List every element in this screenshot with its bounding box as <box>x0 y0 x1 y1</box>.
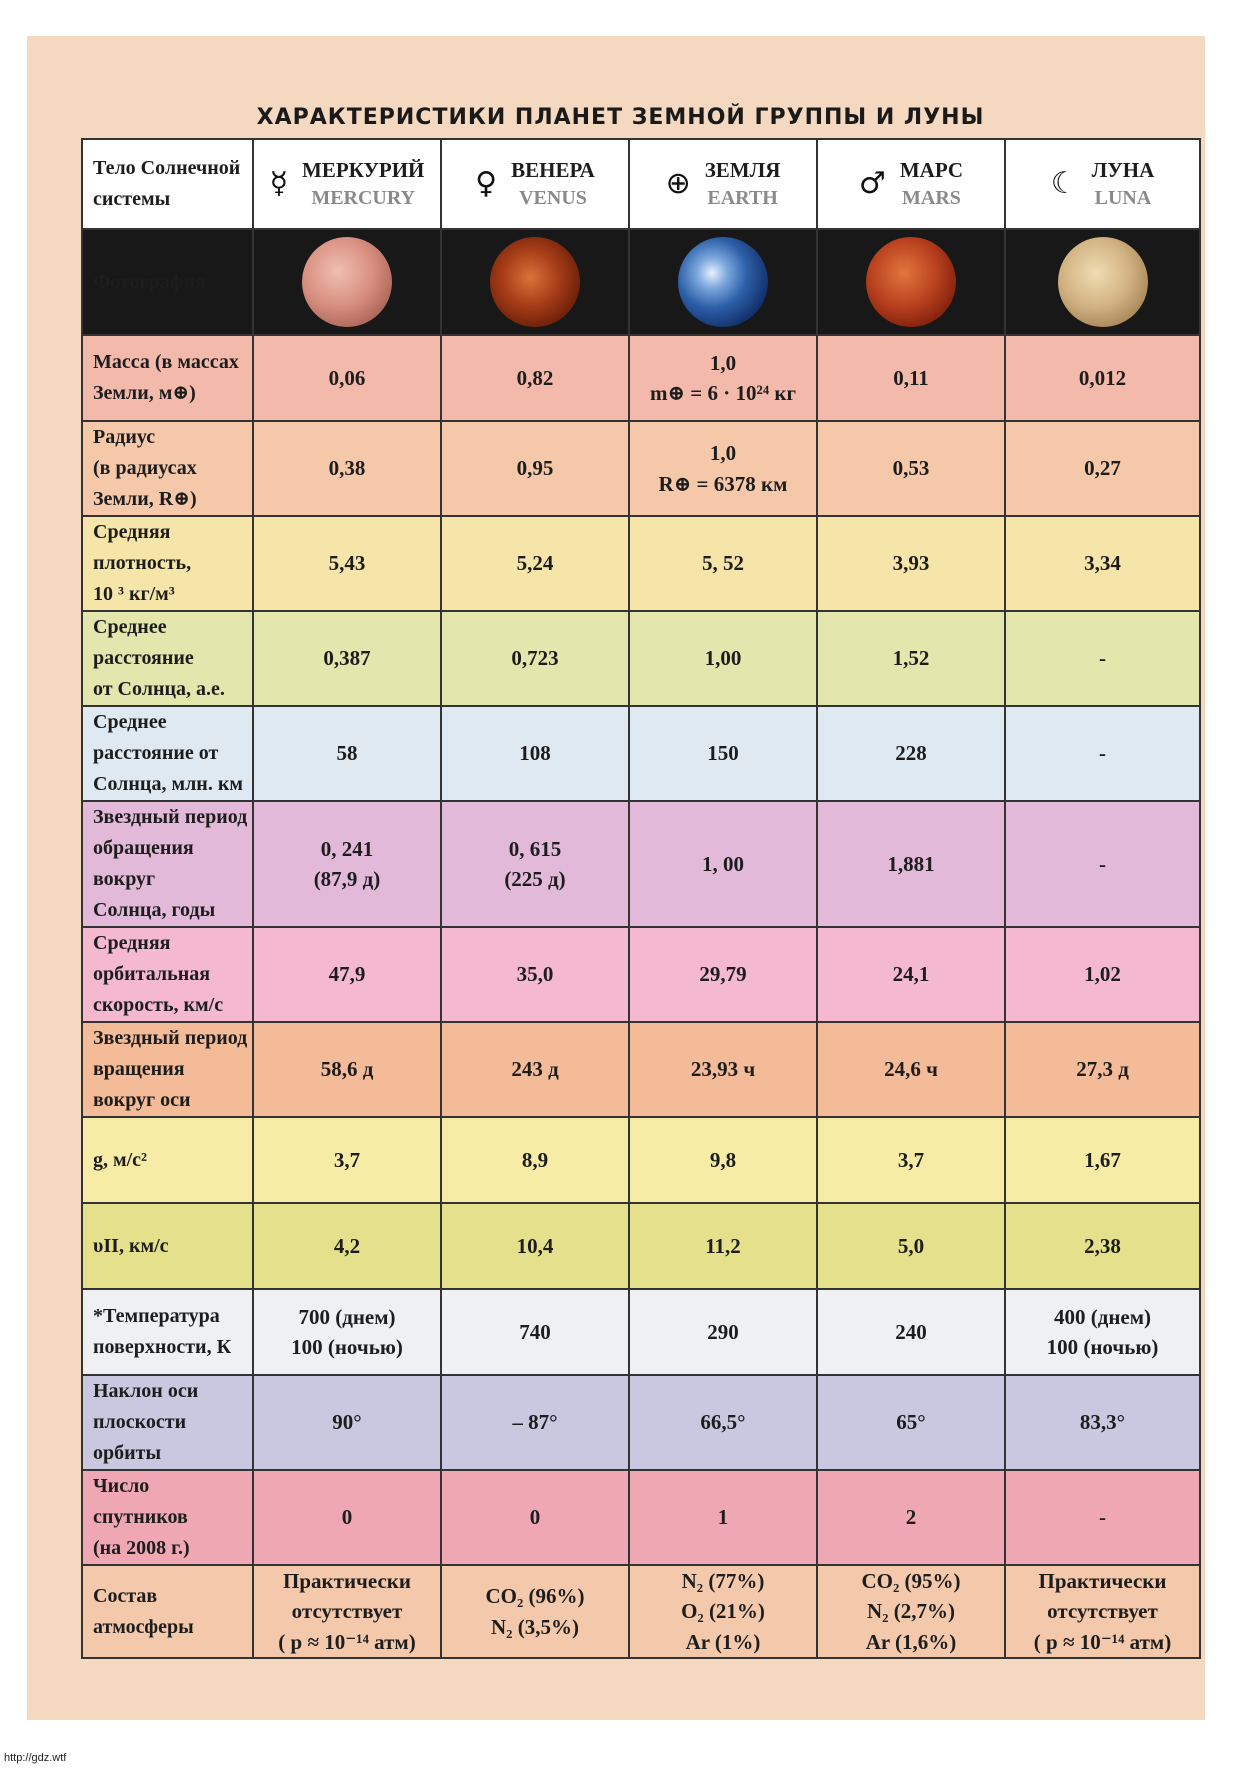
header-text-earth <box>705 157 781 210</box>
mercury-symbol-icon: ☿ <box>269 166 289 202</box>
cell-mercury <box>253 611 441 706</box>
row-orbital-period <box>82 801 1200 927</box>
cell-value: Практически <box>283 1569 411 1593</box>
mars-photo <box>866 237 956 327</box>
cell-value: Ar (1%) <box>685 1629 761 1654</box>
cell-earth <box>629 1022 817 1117</box>
cell-value: 1 <box>717 1505 729 1530</box>
name-ru: МЕРКУРИЙ <box>302 158 425 183</box>
header-row <box>82 139 1200 229</box>
cell-mercury <box>253 421 441 516</box>
row-label-line: плотность, <box>93 552 192 574</box>
cell-value: 11,2 <box>705 1233 741 1258</box>
cell-value: 3,7 <box>333 1147 361 1172</box>
row-label <box>82 927 253 1022</box>
cell-value: 290 <box>707 1319 739 1344</box>
cell-value: 1,52 <box>892 646 930 671</box>
header-text-venus <box>511 157 595 210</box>
cell-mercury <box>253 1022 441 1117</box>
photo-cell-venus <box>441 229 629 335</box>
cell-mars <box>817 1375 1005 1470</box>
row-label-line: орбиты <box>93 1442 162 1464</box>
cell-moon <box>1005 1289 1200 1375</box>
cell-value: 5,43 <box>328 551 366 576</box>
cell-value: ( p ≈ 10⁻¹⁴ атм) <box>1033 1629 1172 1654</box>
cell-mars <box>817 335 1005 421</box>
row-label-line: расстояние <box>93 647 194 669</box>
cell-value: 4,2 <box>333 1233 361 1258</box>
row-axial-tilt <box>82 1375 1200 1470</box>
row-label-line: скорость, км/с <box>93 994 224 1016</box>
cell-value: 29,79 <box>699 962 747 987</box>
cell-venus <box>441 1565 629 1658</box>
cell-value: 150 <box>707 741 739 766</box>
cell-value: 400 (днем) <box>1053 1304 1152 1329</box>
row-label-line: Масса (в массах <box>93 351 239 373</box>
cell-earth <box>629 1565 817 1658</box>
name-ru: ВЕНЕРА <box>511 158 595 183</box>
cell-value: 1, 00 <box>702 851 744 876</box>
name-ru: ЛУНА <box>1091 158 1155 183</box>
cell-value: 1,02 <box>1084 962 1121 987</box>
photo-cell-moon <box>1005 229 1200 335</box>
cell-value: 27,3 д <box>1076 1057 1129 1082</box>
cell-value: 83,3° <box>1079 1410 1126 1435</box>
cell-earth <box>629 1289 817 1375</box>
cell-value: 108 <box>519 741 551 766</box>
cell-mars <box>817 1565 1005 1658</box>
cell-value: 0,82 <box>516 365 554 390</box>
header-cell-mars <box>817 139 1005 229</box>
cell-value: 35,0 <box>516 962 554 987</box>
header-label-line2: системы <box>93 188 171 210</box>
header-name-moon <box>1010 157 1195 210</box>
name-en: EARTH <box>707 186 778 209</box>
cell-mars <box>817 516 1005 611</box>
cell-value: ( p ≈ 10⁻¹⁴ атм) <box>278 1629 416 1654</box>
row-label-line: *Температура <box>93 1305 220 1327</box>
cell-earth <box>629 1117 817 1203</box>
cell-value: 240 <box>895 1319 927 1344</box>
planet-characteristics-table <box>81 138 1201 1659</box>
row-label <box>82 706 253 801</box>
row-label <box>82 1470 253 1565</box>
cell-value: Практически <box>1038 1569 1167 1593</box>
cell-value: 8,9 <box>521 1147 549 1172</box>
header-text-moon <box>1092 157 1155 210</box>
row-label-line: от Солнца, а.е. <box>93 678 225 700</box>
cell-value: R⊕ = 6378 км <box>658 471 788 496</box>
cell-venus <box>441 1470 629 1565</box>
cell-venus <box>441 421 629 516</box>
cell-venus <box>441 801 629 927</box>
cell-venus <box>441 927 629 1022</box>
moon-photo <box>1058 237 1148 327</box>
name-en: MARS <box>902 186 961 209</box>
venus-photo <box>490 237 580 327</box>
row-label-line: Радиус <box>93 426 156 448</box>
cell-value: 0,11 <box>893 365 929 390</box>
row-label-line: Наклон оси <box>93 1380 199 1402</box>
cell-mars <box>817 421 1005 516</box>
header-name-mars <box>822 157 1000 210</box>
cell-value: N₂ (2,7%) <box>867 1599 955 1624</box>
row-label-line: g, м/с² <box>93 1148 148 1171</box>
cell-value: - <box>1099 741 1106 766</box>
cell-value: 90° <box>332 1410 362 1435</box>
cell-earth <box>629 927 817 1022</box>
header-cell-moon <box>1005 139 1200 229</box>
cell-mars <box>817 1289 1005 1375</box>
row-label <box>82 335 253 421</box>
cell-value: 0 <box>341 1505 353 1530</box>
cell-value: (87,9 д) <box>313 867 381 891</box>
cell-earth <box>629 801 817 927</box>
row-label <box>82 1022 253 1117</box>
cell-value: 66,5° <box>700 1410 746 1435</box>
name-en: MERCURY <box>311 186 416 209</box>
row-label-line: обращения вокруг <box>93 837 194 890</box>
cell-value: 100 (ночью) <box>1046 1335 1159 1359</box>
cell-moon <box>1005 927 1200 1022</box>
row-label <box>82 421 253 516</box>
page-title: ХАРАКТЕРИСТИКИ ПЛАНЕТ ЗЕМНОЙ ГРУППЫ И ЛУНЫ <box>256 105 985 130</box>
cell-value: 0,012 <box>1078 365 1127 390</box>
row-label-line: атмосферы <box>93 1615 194 1638</box>
row-label-line: Средняя <box>93 932 171 954</box>
cell-venus <box>441 1117 629 1203</box>
cell-value: 2 <box>905 1505 917 1530</box>
cell-mars <box>817 1117 1005 1203</box>
cell-earth <box>629 335 817 421</box>
cell-value: 3,34 <box>1084 551 1121 576</box>
header-label-line1: Тело Солнечной <box>93 157 241 179</box>
cell-mercury <box>253 1117 441 1203</box>
cell-value: отсутствует <box>1047 1599 1158 1624</box>
row-label-line: Солнца, млн. км <box>93 773 243 795</box>
cell-value: - <box>1099 1505 1106 1530</box>
cell-value: 5, 52 <box>702 551 744 576</box>
row-label-line: Среднее <box>93 711 167 733</box>
row-label-line: вращения <box>93 1058 185 1080</box>
row-radius <box>82 421 1200 516</box>
cell-earth <box>629 1470 817 1565</box>
earth-symbol-icon: ⊕ <box>665 166 691 202</box>
footer-url: http://gdz.wtf <box>4 1752 67 1764</box>
cell-moon <box>1005 1203 1200 1289</box>
row-density <box>82 516 1200 611</box>
cell-earth <box>629 516 817 611</box>
photo-row-label: Фотография <box>82 229 253 335</box>
cell-venus <box>441 706 629 801</box>
cell-venus <box>441 1375 629 1470</box>
cell-moon <box>1005 706 1200 801</box>
cell-mars <box>817 706 1005 801</box>
cell-venus <box>441 1022 629 1117</box>
cell-earth <box>629 1375 817 1470</box>
header-name-venus <box>446 157 624 210</box>
header-text-mars <box>900 157 963 210</box>
cell-mercury <box>253 1375 441 1470</box>
row-label <box>82 1117 253 1203</box>
cell-value: N₂ (77%) <box>681 1569 765 1593</box>
row-label-line: Звездный период <box>93 1027 248 1049</box>
cell-value: 5,24 <box>516 551 554 576</box>
cell-value: CO₂ (95%) <box>861 1569 961 1593</box>
cell-mercury <box>253 335 441 421</box>
cell-value: 10,4 <box>516 1233 554 1258</box>
cell-value: 243 д <box>511 1057 559 1082</box>
row-label-line: υII, км/с <box>93 1234 169 1257</box>
cell-mercury <box>253 1203 441 1289</box>
cell-value: 3,7 <box>897 1147 925 1172</box>
cell-value: (225 д) <box>504 867 566 891</box>
header-cell-earth <box>629 139 817 229</box>
cell-moon <box>1005 1117 1200 1203</box>
photo-cell-mercury <box>253 229 441 335</box>
cell-value: 24,6 ч <box>884 1057 938 1082</box>
cell-value: 58,6 д <box>320 1057 374 1082</box>
cell-value: 1,881 <box>887 851 935 876</box>
header-name-earth <box>634 157 812 210</box>
earth-photo <box>678 237 768 327</box>
cell-earth <box>629 1203 817 1289</box>
mars-symbol-icon: ♂ <box>858 166 886 202</box>
cell-mercury <box>253 516 441 611</box>
row-label-line: Средняя <box>93 521 171 543</box>
row-label <box>82 1289 253 1375</box>
row-label <box>82 1565 253 1658</box>
row-gravity <box>82 1117 1200 1203</box>
cell-moon <box>1005 1565 1200 1658</box>
row-label-line: Земли, м⊕) <box>93 382 196 404</box>
row-orbital-speed <box>82 927 1200 1022</box>
header-name-mercury <box>258 157 436 210</box>
cell-value: N₂ (3,5%) <box>491 1614 579 1639</box>
cell-value: 1,0 <box>709 441 737 466</box>
cell-venus <box>441 516 629 611</box>
cell-mars <box>817 927 1005 1022</box>
cell-value: O₂ (21%) <box>681 1599 765 1624</box>
cell-moon <box>1005 1375 1200 1470</box>
row-label-line: поверхности, К <box>93 1336 232 1358</box>
row-label-line: плоскости <box>93 1411 187 1433</box>
cell-value: 23,93 ч <box>690 1057 756 1082</box>
cell-value: 0, 615 <box>508 836 562 861</box>
cell-value: 0,27 <box>1084 456 1121 481</box>
photo-cell-mars <box>817 229 1005 335</box>
name-ru: МАРС <box>899 158 964 183</box>
row-label <box>82 1375 253 1470</box>
cell-value: 0,06 <box>328 365 366 390</box>
row-label-line: орбитальная <box>93 963 211 985</box>
row-label-line: 10 ³ кг/м³ <box>93 583 175 605</box>
cell-value: 228 <box>895 741 927 766</box>
row-label-line: (на 2008 г.) <box>93 1537 190 1559</box>
venus-symbol-icon: ♀ <box>475 166 498 202</box>
header-cell-venus <box>441 139 629 229</box>
row-escape-velocity <box>82 1203 1200 1289</box>
row-label-line: Земли, R⊕) <box>93 488 197 510</box>
name-en: LUNA <box>1094 186 1152 209</box>
cell-mars <box>817 611 1005 706</box>
cell-value: 0,723 <box>511 646 559 671</box>
name-ru: ЗЕМЛЯ <box>704 158 781 183</box>
row-label-line: Состав <box>93 1584 158 1607</box>
row-label-line: Среднее <box>93 616 167 638</box>
cell-mars <box>817 1022 1005 1117</box>
cell-value: 0,53 <box>892 456 930 481</box>
row-label-line: Солнца, годы <box>93 899 216 921</box>
row-label <box>82 516 253 611</box>
cell-value: 65° <box>896 1410 926 1435</box>
row-label-line: вокруг оси <box>93 1089 191 1111</box>
row-label-line: Число спутников <box>93 1475 188 1528</box>
mercury-photo <box>302 237 392 327</box>
cell-mars <box>817 1470 1005 1565</box>
cell-venus <box>441 611 629 706</box>
cell-value: 0,95 <box>516 456 554 481</box>
row-label <box>82 611 253 706</box>
row-label <box>82 1203 253 1289</box>
row-rotation-period <box>82 1022 1200 1117</box>
cell-value: 1,00 <box>704 646 742 671</box>
cell-moon <box>1005 335 1200 421</box>
row-label-line: расстояние от <box>93 742 219 764</box>
moon-symbol-icon: ☾ <box>1050 166 1078 202</box>
cell-moon <box>1005 611 1200 706</box>
cell-venus <box>441 1203 629 1289</box>
cell-moon <box>1005 1470 1200 1565</box>
cell-value: 1,67 <box>1084 1147 1121 1172</box>
cell-moon <box>1005 516 1200 611</box>
cell-value: - <box>1099 851 1106 876</box>
cell-value: 2,38 <box>1084 1233 1121 1258</box>
cell-mercury <box>253 801 441 927</box>
cell-mercury <box>253 1565 441 1658</box>
cell-value: 9,8 <box>709 1147 737 1172</box>
cell-venus <box>441 1289 629 1375</box>
cell-moon <box>1005 801 1200 927</box>
name-en: VENUS <box>519 186 587 209</box>
row-distance-au <box>82 611 1200 706</box>
cell-value: 24,1 <box>892 962 930 987</box>
cell-earth <box>629 421 817 516</box>
cell-value: - <box>1099 646 1106 671</box>
cell-venus <box>441 335 629 421</box>
cell-value: 0 <box>529 1505 541 1530</box>
cell-moon <box>1005 1022 1200 1117</box>
cell-mercury <box>253 927 441 1022</box>
row-distance-km <box>82 706 1200 801</box>
cell-value: 58 <box>336 741 358 766</box>
row-mass <box>82 335 1200 421</box>
cell-value: 0,387 <box>323 646 371 671</box>
cell-value: m⊕ = 6 · 10²⁴ кг <box>649 381 797 405</box>
header-label-cell <box>82 139 253 229</box>
cell-moon <box>1005 421 1200 516</box>
header-text-mercury <box>302 157 424 210</box>
row-label-line: Звездный период <box>93 806 248 828</box>
cell-value: CO₂ (96%) <box>485 1584 585 1609</box>
cell-mars <box>817 801 1005 927</box>
cell-value: 47,9 <box>328 962 366 987</box>
header-cell-mercury <box>253 139 441 229</box>
photo-row <box>82 229 1200 335</box>
cell-value: отсутствует <box>291 1599 403 1624</box>
photo-cell-earth <box>629 229 817 335</box>
cell-value: Ar (1,6%) <box>865 1629 957 1654</box>
cell-value: 100 (ночью) <box>291 1335 403 1359</box>
cell-earth <box>629 611 817 706</box>
cell-value: 740 <box>519 1319 551 1344</box>
cell-earth <box>629 706 817 801</box>
row-atmosphere <box>82 1565 1200 1658</box>
cell-mercury <box>253 1289 441 1375</box>
cell-value: – 87° <box>512 1410 558 1435</box>
cell-value: 0,38 <box>328 456 366 481</box>
cell-mars <box>817 1203 1005 1289</box>
cell-value: 0, 241 <box>320 836 374 861</box>
table-body <box>82 139 1200 1658</box>
row-label-line: (в радиусах <box>93 457 197 479</box>
cell-value: 700 (днем) <box>298 1304 396 1329</box>
cell-mercury <box>253 706 441 801</box>
row-satellites <box>82 1470 1200 1565</box>
row-label <box>82 801 253 927</box>
cell-value: 1,0 <box>709 350 737 375</box>
row-temperature <box>82 1289 1200 1375</box>
cell-value: 3,93 <box>892 551 930 576</box>
cell-mercury <box>253 1470 441 1565</box>
cell-value: 5,0 <box>897 1233 925 1258</box>
